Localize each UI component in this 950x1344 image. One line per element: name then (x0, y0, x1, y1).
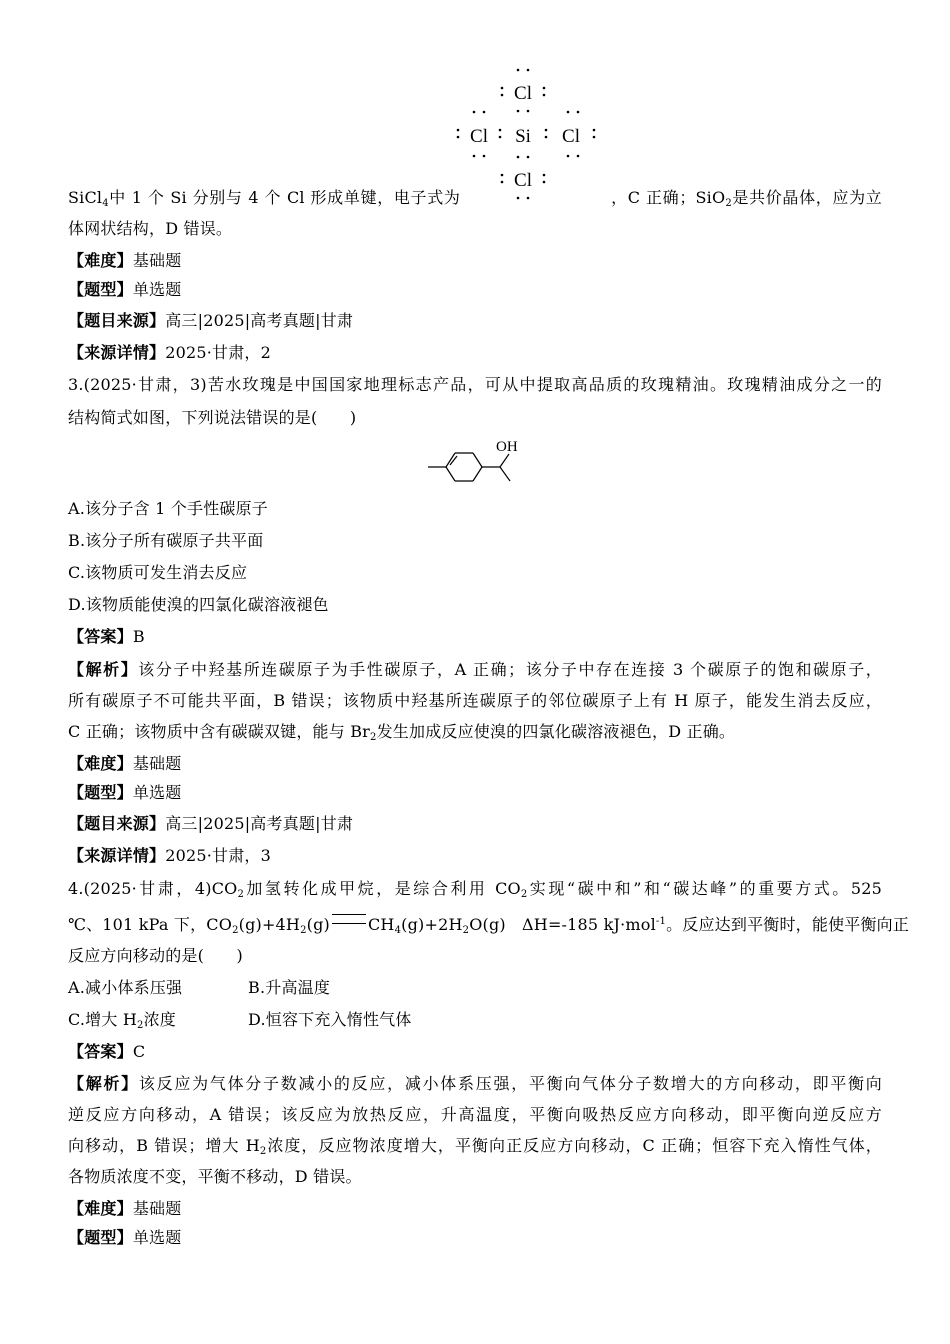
q2-analysis-line-1: SiCl$_4$中 1 个 Si 分别与 4 个 Cl 形成单键，电子式为 ，C 正确；SiO$_2$是共价晶体，应为立 (68, 188, 882, 209)
q3-stem-line-2: 结构简式如图，下列说法错误的是( ) (68, 408, 357, 427)
q3-source: 【题目来源】高三|2025|高考真题|甘肃 (68, 814, 354, 833)
q4-analysis-line-4: 各物质浓度不变，平衡不移动，D 错误。 (68, 1167, 362, 1186)
q3-option-b: B.该分子所有碳原子共平面 (68, 531, 264, 550)
q2-source-detail: 【来源详情】2025·甘肃，2 (68, 343, 271, 362)
oh-label: OH (496, 439, 518, 455)
q4-options-row-1 (68, 978, 882, 998)
q4-question-type: 【题型】单选题 (68, 1228, 182, 1247)
q4-option-a: A.减小体系压强 (68, 978, 183, 997)
q4-difficulty: 【难度】基础题 (68, 1199, 182, 1218)
cl-top-label: Cl (514, 83, 532, 104)
q2-analysis-line-2: 体网状结构，D 错误。 (68, 219, 233, 238)
q3-stem-line-1: 3.(2025·甘肃，3)苦水玫瑰是中国国家地理标志产品，可从中提取高品质的玫瑰精油。玫瑰精油成分之一的 (68, 375, 882, 394)
q4-analysis-line-2: 逆反应方向移动，A 错误；该反应为放热反应，升高温度，平衡向吸热反应方向移动，即平衡向逆反应方 (68, 1105, 882, 1124)
q2-difficulty: 【难度】基础题 (68, 251, 182, 270)
si-center-label: Si (515, 126, 531, 147)
q4-analysis-line-3: 向移动，B 错误；增大 $H_2$浓度，反应物浓度增大，平衡向正反应方向移动，C 正确；恒容下充入惰性气体， (68, 1136, 883, 1157)
cl-left-label: Cl (470, 126, 488, 147)
q3-question-type: 【题型】单选题 (68, 783, 182, 802)
sicl4-lewis-structure (450, 62, 610, 204)
cl-right-label: Cl (562, 126, 580, 147)
equals-sign (332, 914, 366, 924)
q4-stem-line-3: 反应方向移动的是( ) (68, 946, 243, 965)
cl-bottom-label: Cl (514, 170, 532, 191)
q2-source: 【题目来源】高三|2025|高考真题|甘肃 (68, 311, 354, 330)
q4-answer: 【答案】C (68, 1042, 146, 1061)
q4-stem-line-2: ℃、101 kPa 下，$CO_2(g)+4H_2(g)$ $CH_4(g)+2H_2O(g)$ ΔH=-185 kJ·mol$^{-1}$。反应达到平衡时，能使平衡向正 (68, 915, 910, 936)
q3-source-detail: 【来源详情】2025·甘肃，3 (68, 846, 271, 865)
q4-option-c: C.增大 $H_2$浓度 (68, 1010, 176, 1031)
q3-answer: 【答案】B (68, 627, 145, 646)
q3-analysis-line-3: C 正确；该物质中含有碳碳双键，能与 $Br_2$发生加成反应使溴的四氯化碳溶液褪色，D 正确。 (68, 722, 736, 743)
q3-option-a: A.该分子含 1 个手性碳原子 (68, 499, 268, 518)
terpineol-structure (424, 438, 528, 488)
q3-option-c: C.该物质可发生消去反应 (68, 563, 248, 582)
q3-option-d: D.该物质能使溴的四氯化碳溶液褪色 (68, 595, 329, 614)
q4-options-row-2 (68, 1010, 882, 1030)
q2-question-type: 【题型】单选题 (68, 280, 182, 299)
q3-analysis-line-2: 所有碳原子不可能共平面，B 错误；该物质中羟基所连碳原子的邻位碳原子上有 H 原子，能发生消去反应， (68, 691, 882, 710)
q3-analysis-line-1: 【解析】该分子中羟基所连碳原子为手性碳原子，A 正确；该分子中存在连接 3 个碳原子的饱和碳原子， (68, 660, 882, 679)
q4-analysis-line-1: 【解析】该反应为气体分子数减小的反应，减小体系压强，平衡向气体分子数增大的方向移动，即平衡向 (68, 1074, 882, 1093)
q4-option-b: B.升高温度 (248, 978, 331, 997)
q4-option-d: D.恒容下充入惰性气体 (248, 1010, 412, 1029)
q4-stem-line-1: 4.(2025·甘肃，$4)CO_2$加氢转化成甲烷，是综合利用 $CO_2$实现“碳中和”和“碳达峰”的重要方式。525 (68, 879, 882, 900)
q3-difficulty: 【难度】基础题 (68, 754, 182, 773)
